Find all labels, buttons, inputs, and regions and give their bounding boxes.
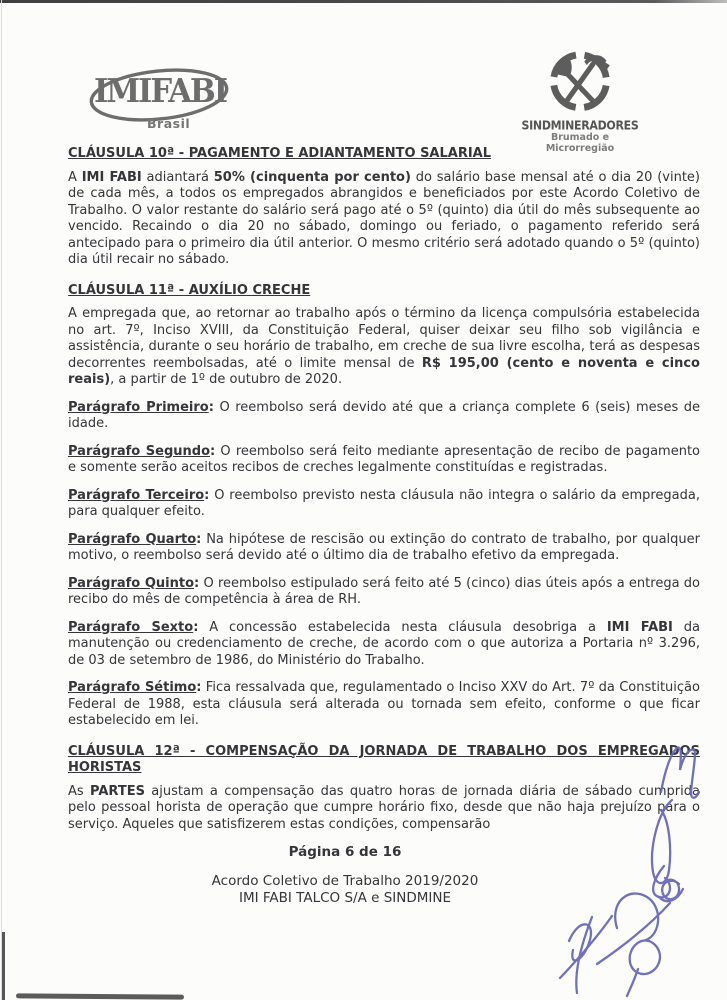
text-segment: Fica ressalvada que, regulamentado o Inciso XXV do Art. 7º da Constituição Federal de 1988, esta cláusula será alterada ou tornada sem efeito, conforme o que ficar estabelecido em lei. xyxy=(68,680,700,728)
page-number: Página 6 de 16 xyxy=(288,844,402,860)
scan-smudge-bottom xyxy=(16,993,184,999)
footer-parties: IMI FABI TALCO S/A e SINDMINE xyxy=(238,889,452,906)
imifabi-country-label: Brasil xyxy=(147,116,191,131)
clause-12-heading xyxy=(68,744,700,777)
paragraph-setimo xyxy=(68,680,700,730)
clause-12-body xyxy=(68,784,700,834)
text-segment: adiantará xyxy=(141,169,214,185)
text-segment: As xyxy=(68,783,90,799)
miners-emblem-icon xyxy=(541,48,619,118)
paragraph-primeiro xyxy=(68,400,700,433)
text-segment: : xyxy=(194,575,200,591)
text-segment: Parágrafo Terceiro xyxy=(68,487,205,503)
paragraph-terceiro xyxy=(68,488,700,521)
sindmineradores-logo xyxy=(520,48,640,154)
text-segment: IMI FABI xyxy=(606,619,673,635)
text-segment: A concessão estabelecida nesta cláusula desobriga a xyxy=(198,619,607,635)
text-segment: da manutenção ou credenciamento de creche, de acordo com o que autoriza a Portaria nº 3.296, de 03 de setembro de 1986, do Ministério do Trabalho. xyxy=(68,619,700,668)
text-segment: R$ 195,00 (cento e noventa e cinco reais) xyxy=(68,355,700,387)
clause-10-heading xyxy=(68,146,700,163)
footer-agreement-title: Acordo Coletivo de Trabalho 2019/2020 xyxy=(211,872,479,889)
text-segment: O reembolso previsto nesta cláusula não integra o salário da empregada, para qualquer efeito. xyxy=(68,487,700,519)
text-segment: CLÁUSULA 11ª - AUXÍLIO CRECHE xyxy=(68,282,311,298)
text-segment: : xyxy=(196,680,202,695)
text-segment: O reembolso será devido até que a criança complete 6 (seis) meses de idade. xyxy=(68,399,701,431)
paragraph-sexto xyxy=(68,620,700,670)
text-segment: : xyxy=(208,399,214,415)
union-name-label: SINDMINERADORES xyxy=(521,118,639,133)
text-segment: Parágrafo Primeiro xyxy=(68,399,209,415)
text-segment: : xyxy=(204,487,210,503)
text-segment: CLÁUSULA 12ª - COMPENSAÇÃO DA JORNADA DE TRABALHO DOS EMPREGADOS HORISTAS xyxy=(68,743,700,775)
union-region-label: Brumado e Microrregião xyxy=(545,132,615,154)
text-segment: CLÁUSULA 10ª - PAGAMENTO E ADIANTAMENTO SALARIAL xyxy=(68,146,492,161)
text-segment: A empregada que, ao retornar ao trabalho após o término da licença compulsória estabelecida no art. 7º, Inciso XVIII, da Constituição Federal, quiser deixar seu filho sob vigilância e assistência, durante o seu horário de trabalho, em creche de sua livre escolha, terá as despesas decorrentes reembolsadas, até o limite mensal de xyxy=(68,306,700,371)
page-footer xyxy=(68,844,622,907)
paragraph-segundo xyxy=(68,444,700,477)
clause-11-body xyxy=(68,306,700,389)
text-segment: : xyxy=(193,619,199,635)
clause-11-heading xyxy=(68,283,700,300)
clause-10-body xyxy=(68,170,700,269)
text-segment: Parágrafo Segundo xyxy=(68,443,211,459)
text-segment: 50% (cinquenta por cento) xyxy=(213,169,411,185)
text-segment: Parágrafo Sexto xyxy=(68,619,194,635)
text-segment: IMI FABI xyxy=(81,169,142,185)
imifabi-logo xyxy=(85,58,235,136)
text-segment: ajustam a compensação das quatro horas de jornada diária de sábado cumprida pelo pessoal horista de operação que cumpre horário fixo, desde que não haja prejuízo para o serviço. Aqueles que satisfizerem estas condições, compensarão xyxy=(68,783,700,832)
imifabi-wordmark: IMIFABI xyxy=(93,72,227,111)
text-segment: O reembolso estipulado será feito até 5 (cinco) dias úteis após a entrega do recibo do mês de competência à área de RH. xyxy=(68,575,701,607)
text-segment: PARTES xyxy=(90,783,145,799)
text-segment: do salário base mensal até o dia 20 (vinte) de cada mês, a todos os empregados abrangidos e beneficiados por este Acordo Coletivo de Trabalho. O valor restante do salário será pago até o 5º (quinto) dia útil do mês subsequente ao vencido. Recaindo o dia 20 no sábado, domingo ou feriado, o pagamento referido será antecipado para o primeiro dia útil anterior. O mesmo critério será adotado quando o 5º (quinto) dia útil recair no sábado. xyxy=(68,169,700,267)
document-body xyxy=(0,146,727,907)
text-segment: , a partir de 1º de outubro de 2020. xyxy=(110,372,343,387)
text-segment: : xyxy=(196,531,202,547)
text-segment: Parágrafo Quarto xyxy=(68,531,197,547)
text-segment: Parágrafo Sétimo xyxy=(68,680,197,695)
paragraph-quinto xyxy=(68,576,700,609)
text-segment: Parágrafo Quinto xyxy=(68,575,195,591)
text-segment: : xyxy=(210,443,216,459)
text-segment: A xyxy=(68,169,82,185)
text-segment: O reembolso será feito mediante apresentação de recibo de pagamento e somente serão aceitos recibos de creches legalmente constituídas e registradas. xyxy=(68,443,701,475)
scan-edge-bottom-left xyxy=(2,932,5,1000)
paragraph-quarto xyxy=(68,532,700,565)
text-segment: Na hipótese de rescisão ou extinção do contrato de trabalho, por qualquer motivo, o reembolso será devido até o último dia de trabalho efetivo da empregada. xyxy=(68,531,700,563)
scan-edge-top xyxy=(0,0,727,3)
clauses-container xyxy=(68,146,700,833)
